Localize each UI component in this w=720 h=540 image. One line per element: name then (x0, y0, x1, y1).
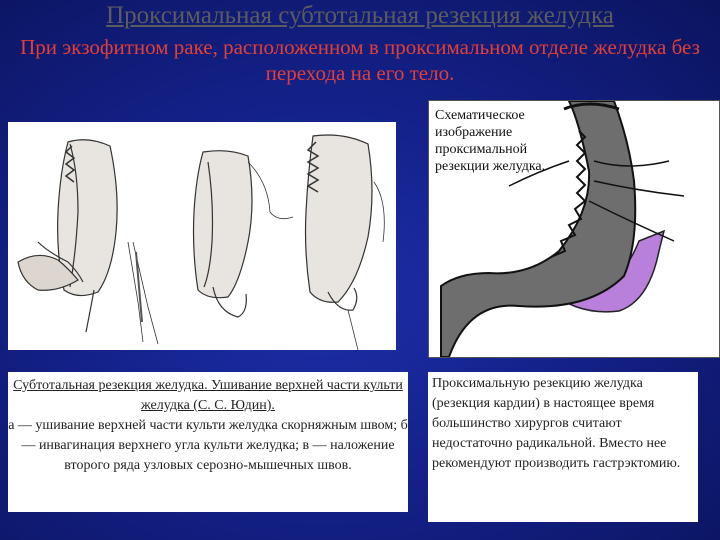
suturing-drawing (8, 122, 396, 350)
caption-left (8, 372, 408, 512)
figure-c (306, 135, 385, 350)
schema-label: Схематическое изображение проксимальной резекции желудка. (435, 108, 546, 174)
suturing-illustration (8, 122, 396, 350)
slide-title: Проксимальная субтотальная резекция желудка (106, 2, 614, 29)
slide-subtitle: При экзофитном раке, расположенном в проксимальном отделе желудка без перехода на его тело. (20, 35, 700, 85)
caption-left-heading: Субтотальная резекция желудка. Ушивание верхней части культи желудка (С. С. Юдин). (13, 378, 403, 413)
schema-illustration (428, 100, 720, 358)
caption-right: Проксимальную резекцию желудка (резекция кардии) в настоящее время большинство хирургов считают недостаточно радикальной. Вместо нее рекомендуют производить гастрэктомию. (428, 372, 698, 522)
figure-b (194, 151, 294, 317)
caption-left-body: а — ушивание верхней части культи желудка скорняжным швом; б — инвагинация верхнего угла культи желудка; в — наложение второго ряда узловых серозно-мышечных швов. (8, 418, 408, 473)
figure-a (18, 140, 158, 344)
